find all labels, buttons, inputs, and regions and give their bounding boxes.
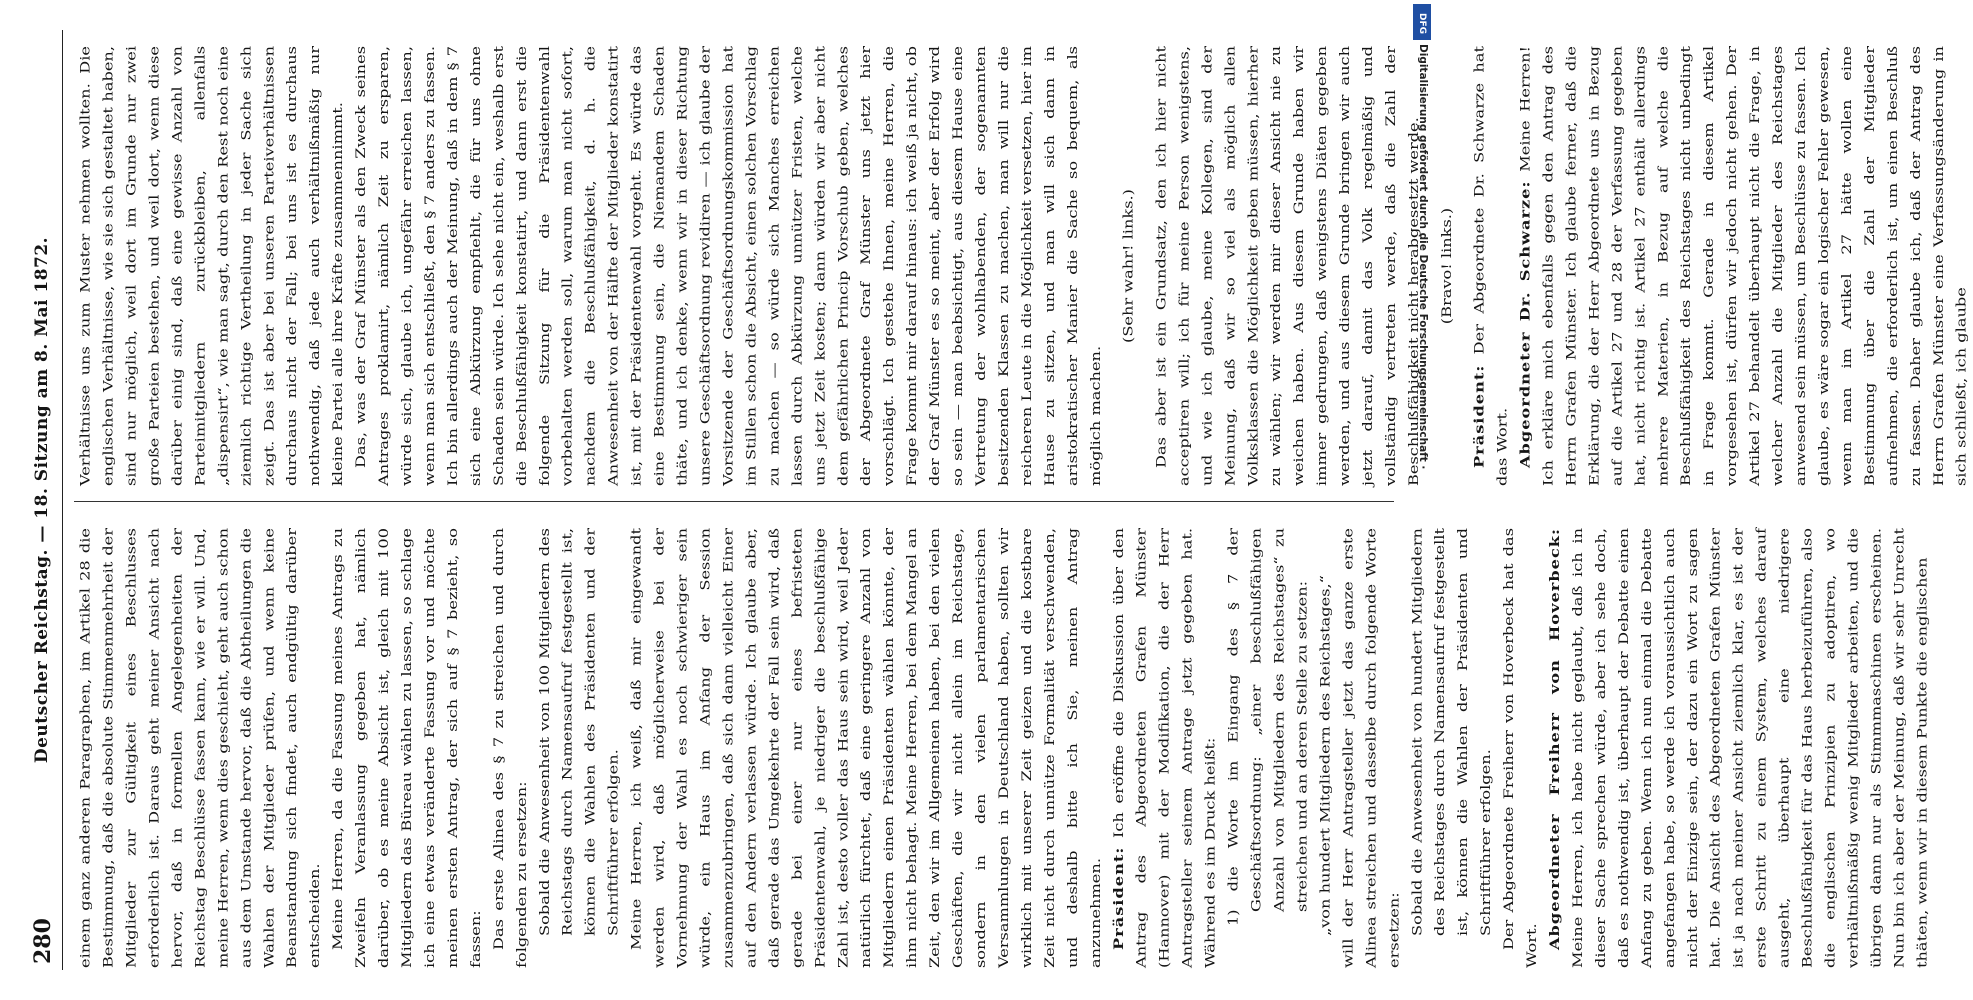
paragraph-text: Meine Herren! Ich erkläre mich ebenfalls gegen den Antrag des Herrn Grafen Münster. Ich glaube ferner, daß die Erklärung, die der Herr Abgeordnete uns in Bezug auf die Artikel 27 und 28 der Verfassung gegeben hat, nicht richtig ist. Artikel 27 enthält allerdings mehrere Materien, in Bezug auf welche die Beschlußfähigkeit des Reichstages nicht unbedingt in Frage kommt. Gerade in diesem Artikel vorgesehen ist, dürfen wir jedoch nicht gehen. Der Artikel 27 behandelt überhaupt nicht die Frage, in welcher Anzahl die Mitglieder des Reichstages anwesend sein müssen, um Beschlüsse zu fassen. Ich glaube, es wäre sogar ein logischer Fehler gewesen, wenn man im Artikel 27 hätte wollen eine Bestimmung über die Zahl der Mitglieder aufnehmen, die erforderlich ist, um einen Beschluß zu fassen. Daher glaube ich, daß der Antrag des Herrn Grafen Münster eine Verfassungsänderung in sich schließt, ich glaube xyxy=(1517,46,1970,486)
paragraph xyxy=(1150,46,1426,486)
dfg-logo-text: DFG xyxy=(1417,13,1427,35)
paragraph xyxy=(350,46,1108,486)
paragraph-text: Sobald die Anwesenheit von hundert Mitgliedern des Reichstages durch Namensaufruf festgestellt ist, können die Wahlen der Präsidenten und Schriftführer erfolgen. xyxy=(1408,528,1494,936)
speaker-name: Präsident: xyxy=(1471,364,1487,468)
paragraph-text: 1) die Worte im Eingang des § 7 der Geschäftsordnung: „einer beschlußfähigen Anzahl von Mitgliedern des Reichstages“ zu streichen und an deren Stelle zu setzen: xyxy=(1225,528,1310,926)
paragraph-text: Meine Herren, ich habe nicht geglaubt, daß ich in dieser Sache sprechen würde, aber ich sehe doch, daß es nothwendig ist, überhaupt der Debatte einen Anfang zu geben. Wenn ich nun einmal die Debatte angefangen habe, so werde ich voraussichtlich auch nicht der Einzige sein, der dazu ein Wort zu sagen hat. Die Ansicht des Abgeordneten Grafen Münster ist ja nach meiner Ansicht ziemlich klar, es ist der erste Schritt zu einem System, welches darauf ausgeht, überhaupt eine niedrigere Beschlußfähigkeit für das Haus herbeizuführen, also die englischen Prinzipien zu adoptiren, wo verhältnißmäßig wenig Mitglieder arbeiten, und die übrigen dann nur als Stimmmaschinen erscheinen. Nun bin ich aber der Meinung, daß wir sehr Unrecht thäten, wenn wir in diesem Punkte die englischen xyxy=(1569,528,1930,968)
paragraph-text: einem ganz anderen Paragraphen, im Artikel 28 die Bestimmung, daß die absolute Stimmenmehrheit der Mitglieder zur Gültigkeit eines Beschlusses erforderlich ist. Daraus geht meiner Ansicht nach hervor, daß in formellen Angelegenheiten der Reichstag Beschlüsse fassen kann, wie er will. Und, meine Herren, wenn dies geschieht, geht auch schon aus dem Umstande hervor, daß die Abtheilungen die Wahlen der Mitglieder prüfen, und wenn keine Beanstandung sich findet, auch endgültig darüber entscheiden. xyxy=(77,528,323,968)
column-divider xyxy=(74,501,1394,502)
left-column xyxy=(74,528,1930,968)
page-number: 280 xyxy=(30,918,56,964)
paragraph xyxy=(1337,528,1406,968)
paragraph-text: Der Abgeordnete Dr. Schwarze hat das Wort. xyxy=(1471,46,1510,486)
paragraph xyxy=(1107,528,1222,968)
paragraph xyxy=(625,528,1107,968)
paragraph xyxy=(74,46,350,486)
paragraph-text: (Sehr wahr! links.) xyxy=(1120,189,1136,343)
speaker-name: Präsident: xyxy=(1110,846,1127,950)
running-title: Deutscher Reichstag. — 18. Sitzung am 8. Mai 1872. xyxy=(32,236,52,764)
paragraph xyxy=(1435,46,1458,486)
dfg-logo xyxy=(1413,4,1431,40)
paragraph xyxy=(1117,46,1140,486)
paragraph xyxy=(327,528,488,968)
paragraph-text: „von hundert Mitgliedern des Reichstages,“ xyxy=(1317,575,1333,936)
paragraph xyxy=(1543,528,1933,968)
paragraph-text: Meine Herren, ich weiß, daß mir eingewandt werden wird, daß möglicherweise bei der Vornehmung der Wahl es noch schwieriger sein würde, ein Haus im Anfang der Session zusammenzubringen, daß sich dann vielleicht Einer auf den Andern verlassen würde. Ich glaube aber, daß gerade das Umgekehrte der Fall sein wird, daß gerade bei einer nur eines befristeten Präsidentenwahl, je niedriger die beschlußfähige Zahl ist, desto voller das Haus sein wird, weil Jeder natürlich fürchtet, daß eine geringere Anzahl von Mitgliedern einen Präsidenten wählen könnte, der ihm nicht behagt. Meine Herren, bei dem Mangel an Zeit, den wir im Allgemeinen haben, bei den vielen Geschäften, die wir nicht allein im Reichstage, sondern in den vielen parlamentarischen Versammlungen in Deutschland haben, sollten wir wirklich mit unserer Zeit geizen und die kostbare Zeit nicht durch unnütze Formalität verschwenden, und deshalb bitte ich Sie, meinen Antrag anzunehmen. xyxy=(628,528,1104,968)
paragraph xyxy=(74,528,327,968)
paragraph-text: Das aber ist ein Grundsatz, den ich hier nicht acceptiren will; ich für meine Person wenigstens, und wie ich glaube, meine Kollegen, sind der Meinung, daß wir so viel als möglich allen Volksklassen die Möglichkeit geben müssen, hierher zu wählen; wir werden mir dieser Ansicht nie zu weichen haben. Aus diesem Grunde haben wir immer gedrungen, daß wenigstens Diäten gegeben werden, und aus diesem Grunde bringen wir auch jetzt darauf, damit das Volk regelmäßig und vollständig vertreten werde, daß die Zahl der Beschlußfähigkeit nicht herabgesetzt werde. xyxy=(1153,46,1422,486)
paragraph xyxy=(533,528,625,968)
paragraph-text: (Bravo! links.) xyxy=(1438,207,1455,325)
paragraph xyxy=(1314,528,1337,968)
document-page xyxy=(16,30,1970,970)
page-header xyxy=(28,30,63,970)
paragraph-text: Der Abgeordnete Freiherr von Hoverbeck hat das Wort. xyxy=(1500,528,1540,968)
right-column xyxy=(74,46,1970,486)
paragraph-text: Das, was der Graf Münster als den Zweck seines Antrages proklamirt, nämlich Zeit zu ersparen, würde sich, glaube ich, ungefähr erreichen lassen, wenn man sich entschließt, den § 7 anders zu fassen. Ich bin allerdings auch der Meinung, daß in dem § 7 sich eine Abkürzung empfiehlt, die für uns ohne Schaden sein würde. Ich sehe nicht ein, weshalb erst die Beschlußfähigkeit konstatirt, und dann erst die folgende Sitzung für die Präsidentenwahl vorbehalten werden soll, warum man nicht sofort, nachdem die Beschlußfähigkeit, d. h. die Anwesenheit von der Hälfte der Mitglieder konstatirt ist, mit der Präsidentenwahl vorgeht. Es würde das eine Bestimmung sein, die Niemandem Schaden thäte, und ich denke, wenn wir in dieser Richtung unsere Geschäftsordnung revidiren — ich glaube der Vorsitzende der Geschäftsordnungskommission hat im Stillen schon die Absicht, einen solchen Vorschlag zu machen — so würde sich Manches erreichen lassen durch Abkürzung unnützer Fristen, welche uns jetzt Zeit kosten; dann würden wir aber nicht dem gefährlichen Princip Vorschub geben, welches der Abgeordnete Graf Münster uns jetzt hier vorschlägt. Ich gestehe Ihnen, meine Herren, die Frage kommt mir darauf hinaus: ich weiß ja nicht, ob der Graf Münster es so meint, aber der Erfolg wird so sein — man beabsichtigt, aus diesem Hause eine Vertretung der wohlhabenden, der sogenannten besitzenden Klassen zu machen, man will nur die reicheren Leute in die Möglichkeit versetzen, hier im Hause zu sitzen, und man will sich dann in aristokratischer Manier die Sache so bequem, als möglich machen. xyxy=(352,46,1104,486)
paragraph-text: Ich eröffne die Diskussion über den Antrag des Abgeordneten Grafen Münster (Hannover) mit der Modifikation, die der Herr Antragsteller seinem Antrage jetzt gegeben hat. Während es im Druck heißt: xyxy=(1110,528,1218,968)
paragraph xyxy=(1514,46,1973,486)
paragraph-text: Meine Herren, da die Fassung meines Antrags zu Zweifeln Veranlassung gegeben hat, nämlich darüber, ob es meine Absicht ist, gleich mit 100 Mitgliedern das Büreau wählen zu lassen, so schlage ich eine etwas veränderte Fassung vor und möchte meinen ersten Antrag, der sich auf § 7 bezieht, so fassen: xyxy=(329,528,484,968)
speaker-name: Abgeordneter Dr. Schwarze: xyxy=(1517,180,1533,468)
paragraph xyxy=(1222,528,1314,968)
paragraph-text: Sobald die Anwesenheit von 100 Mitgliedern des Reichstags durch Namensaufruf festgestellt ist, können die Wahlen des Präsidenten und der Schriftführer erfolgen. xyxy=(536,528,621,936)
paragraph xyxy=(1498,528,1544,968)
speaker-name: Abgeordneter Freiherr von Hoverbeck: xyxy=(1546,528,1563,950)
paragraph-text: will der Herr Antragsteller jetzt das ganze erste Alinea streichen und dasselbe durch folgende Worte ersetzen: xyxy=(1340,528,1402,968)
text-columns xyxy=(74,30,1970,970)
paragraph xyxy=(487,528,533,968)
paragraph-text: Das erste Alinea des § 7 zu streichen und durch folgenden zu ersetzen: xyxy=(490,528,530,968)
paragraph xyxy=(1468,46,1514,486)
paragraph-text: Verhältnisse uns zum Muster nehmen wollten. Die englischen Verhältnisse, wie sie sich gestaltet haben, sind nur möglich, weil dort im Grunde nur zwei große Parteien bestehen, und weil dort, wenn diese darüber einig sind, daß eine gewisse Anzahl von Parteimitgliedern zurückbleiben, allenfalls „dispensirt“, wie man sagt, durch den Rest noch eine ziemlich richtige Vertheilung in jeder Sache sich zeigt. Das ist aber bei unseren Parteiverhältnissen durchaus nicht der Fall; bei uns ist es durchaus nothwendig, daß jede auch verhältnißmäßig nur kleine Partei alle ihre Kräfte zusammennimmt. xyxy=(77,46,346,486)
